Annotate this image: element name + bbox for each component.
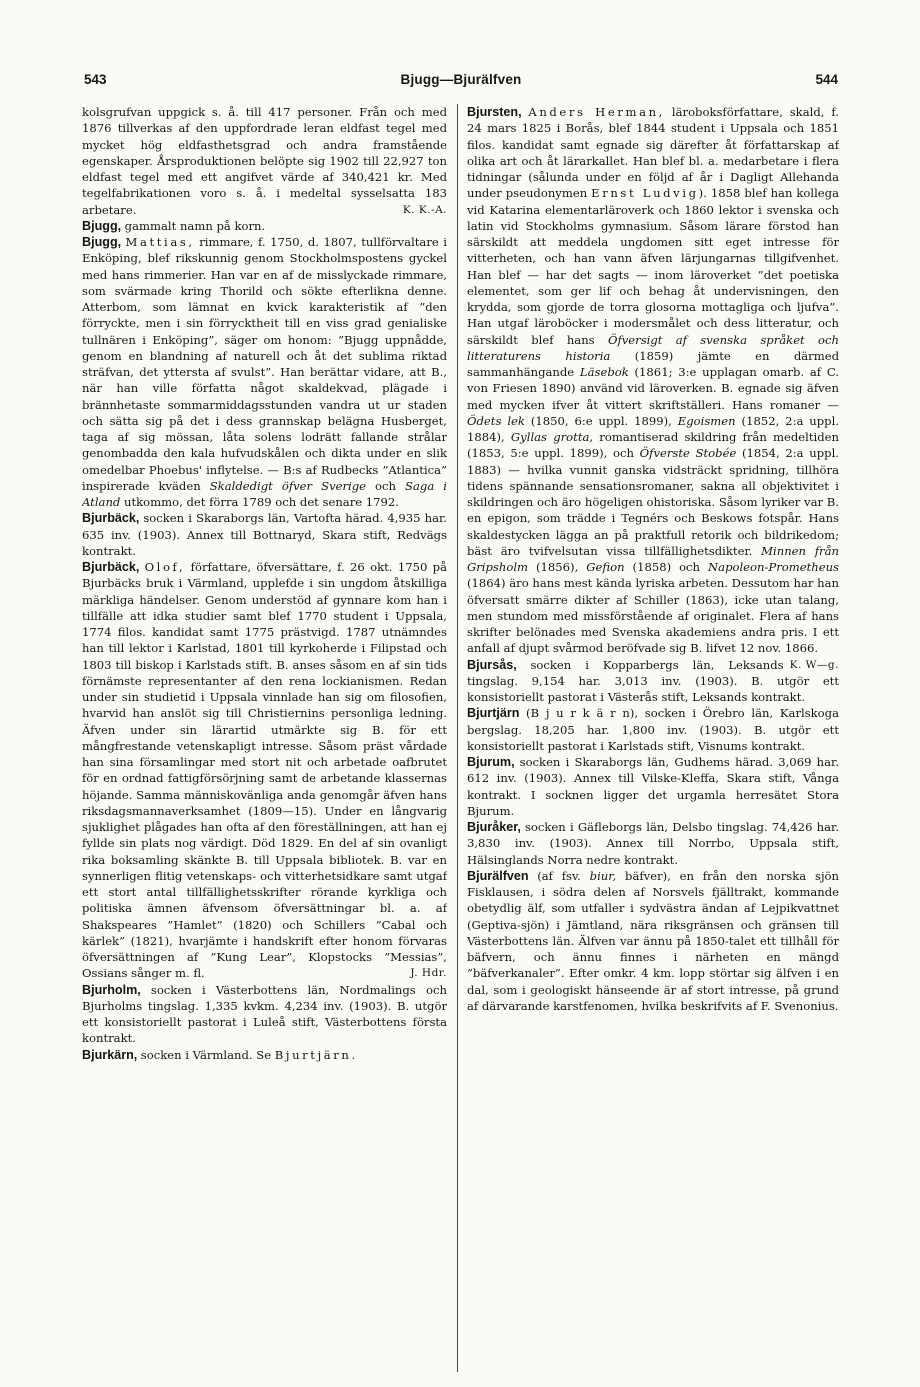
entry-text: ). 1858 blef han kollega vid Katarina elementarläroverk och 1860 lektor i svenska och latin vid Stockholms gymnasium. Såsom lärare förstod han särskildt att meddela ungdomen sitt eget intresse för vitterheten, och han vann äfven lärjungarnas tillgifvenhet. Han blef — har det sagts — inom läroverket ”det poetiska elementet, som ger lif och behag åt undervisningen, den krydda, som gjorde de torra glosorna mottagliga och ljufva”. Han utgaf läroböcker i modersmålet och dess litteratur, och särskildt blef hans xyxy=(467,186,839,347)
entry-text: socken i Värmland. Se xyxy=(140,1047,275,1062)
entry-left-0 xyxy=(82,104,447,218)
entry-text: socken i Skaraborgs län, Gudhems härad. 3,069 har. 612 inv. (1903). Annex till Vilske-Kleffa, Skara stift, Vånga kontrakt. I socknen ligger det urgamla herresätet Stora Bjurum. xyxy=(467,755,839,818)
entry-text: , romantiserad skildring från medeltiden (1853, 5:e uppl. 1899), och xyxy=(467,430,839,461)
entry-text: (1864) äro hans mest kända lyriska arbeten. Dessutom har han öfversatt smärre dikter af Schiller (1863), icke utan talang, men stundom med missförstående af originalet. Flera af hans skrifter belönades med Svenska akademiens andra pris. I ett anfall af djupt svårmod beröfvade sig B. lifvet 12 nov. 1866. xyxy=(467,576,839,656)
headword: Bjurum, xyxy=(467,755,520,769)
spaced-name: Mattias, xyxy=(125,235,195,249)
entry-right-2 xyxy=(467,705,839,754)
headword: Bjursås, xyxy=(467,657,531,672)
entry-text: bäfver), en från den norska sjön Fisklausen, i södra delen af Norsvels fjälltrakt, kommande obetydlig älf, som utfaller i sydvästra ändan af Lejpikvattnet (Geptiva-sjön) i Jämtland, nära riksgränsen och gränsen till Västerbottens län. Älfven var ännu på 1850-talet ett tillhåll för bäfvern, och ännu finnes i närheten en mängd ”bäfverkanaler”. Efter omkr. 4 km. lopp störtar sig älfven i en dal, som i geologiskt hänseende är af stort intresse, på grund af därvarande karstfenomen, hvilka beskrifvits af F. Svenonius. xyxy=(467,868,839,1013)
italic-title: Öfversigt af svenska språket och litteraturens historia xyxy=(467,332,839,363)
entry-left-6 xyxy=(82,1047,447,1063)
italic-title: Läsebok xyxy=(579,365,629,379)
entry-text: (1859) jämte en därmed sammanhängande xyxy=(467,348,839,379)
headword: Bjugg, xyxy=(82,218,125,233)
entry-text: (1858) och xyxy=(624,560,709,574)
entry-text: (af fsv. xyxy=(537,868,590,883)
headword: Bjurholm, xyxy=(82,982,151,997)
entry-right-4 xyxy=(467,819,839,868)
headword: Bjurtjärn xyxy=(467,706,527,721)
italic-title: Skaldedigt öfver Sverige xyxy=(209,478,367,493)
headword: Bjuråker, xyxy=(467,820,525,834)
entry-text: och xyxy=(366,478,406,493)
author-signature: J. Hdr. xyxy=(410,967,447,980)
entry-right-1 xyxy=(467,657,839,706)
entry-text: utkommo, det förra 1789 och det senare 1792. xyxy=(120,495,399,509)
right-page-number: 544 xyxy=(815,72,838,87)
entry-text: socken i Kopparbergs län, Leksands tingslag. 9,154 har. 3,013 inv. (1903). B. utgör ett konsistoriellt pastorat i Västerås stift, Leksands kontrakt. xyxy=(467,657,839,704)
entry-text: författare, öfversättare, f. 26 okt. 1750 på Bjurbäcks bruk i Värmland, upplefde i sin ungdom åtskilliga märkliga händelser. Genom understöd af gynnare kom han i tillfälle att idka studier samt blef 1770 student i Uppsala, 1774 filos. kandidat samt 1775 prästvigd. 1787 utnämndes han till lektor i Karlstad, 1801 till kyrkoherde i Filipstad och 1803 till biskop i Karlstads stift. B. anses såsom en af sin tids förnämste representanter af den rena lockianismen. Redan under sin studietid i Uppsala vinnlade han sig om filosofien, hvarvid han anslöt sig till Christiernins personliga ledning. Äfven under sin lärartid utmärkte sig B. för ett mångfrestande vetenskapligt intresse. Såsom präst vårdade han sina församlingar med stort nit och arbetade oafbrutet för en ordnad fattigförsörjning samt de arbetande klassernas höjande. Samma människovänliga anda genomgår äfven hans riksdagsmannaverksamhet (1809—15). Under en långvarig sjuklighet plågades han ofta af den föreställningen, att han ej fyllde sin plats nog värdigt. Död 1829. En del af sin ovanligt rika boksamling skänkte B. till Uppsala bibliotek. B. var en synnerligen flitig vetenskaps- och vitterhetsidkare samt utgaf ett stort antal tillfällighetsskrifter rörande kyrkliga och politiska ämnen äfvensom öfversättningar bl. a. af Shakspeares ”Hamlet” (1820) och Schillers ”Cabal och kärlek” (1821), hvarjämte i handskrift efter honom förvaras öfversättningen af ”Kung Lear”, Klopstocks ”Messias”, Ossians sånger m. fl. xyxy=(82,560,447,981)
entry-text: (1856), xyxy=(528,560,587,574)
headword: Bjurbäck, xyxy=(82,511,144,526)
italic-title: Napoleon-Prometheus xyxy=(708,560,839,574)
headword: Bjursten, xyxy=(467,105,529,119)
entry-text: rimmare, f. 1750, d. 1807, tullförvaltare i Enköping, blef rikskunnig genom Stockholmspostens gyckel med hans rimmerier. Han var en af de misslyckade rimmare, som svärmade kring Thorild och sökte efterlikna denne. Atterbom, som lämnat en kvick karakteristik af ”den förryckte, men i sin förrycktheit till en viss grad genialiske tullnären i Enköping”, säger om honom: ”Bjugg uppnådde, genom en blandning af naturell och åt det sublima riktad sträfvan, det yttersta af svulst”. Han berättar vidare, att B., när han ville författa något skaldekvad, plägade i brännhetaste sommarmiddagsstunden vandra ut ur staden och sätta sig på det i dess grannskap belägna Husberget, taga af sig mössan, låta solens lodrätt fallande strålar genombadda den kala hufvudskålen och dikta under en slik omedelbar Phoebus' inflytelse. — B:s af Rudbecks ”Atlantica” inspirerade kväden xyxy=(82,235,447,493)
spaced-name: Anders Herman, xyxy=(528,105,665,119)
left-page-number: 543 xyxy=(84,72,107,87)
entry-text: (B j u r k ä r n), socken i Örebro län, Karlskoga bergslag. 18,205 har. 1,800 inv. (1903). B. utgör ett konsistoriellt pastorat i Karlstads stift, Visnums kontrakt. xyxy=(467,706,839,753)
italic-title: Egoismen xyxy=(677,413,736,428)
entry-text: (1850, 6:e uppl. 1899), xyxy=(524,413,678,428)
italic-title: Minnen från Gripsholm xyxy=(467,543,839,574)
italic-title: Gyllas grotta xyxy=(510,430,590,444)
entry-left-4 xyxy=(82,559,447,982)
entry-left-1 xyxy=(82,218,447,234)
spaced-name: Ernst Ludvig xyxy=(591,186,699,201)
entry-right-5 xyxy=(467,868,839,1014)
entry-text: socken i Skaraborgs län, Vartofta härad. 4,935 har. 635 inv. (1903). Annex till Bottnaryd, Skara stift, Redvägs kontrakt. xyxy=(82,511,447,558)
entry-left-2 xyxy=(82,234,447,510)
spaced-name: Bjurtjärn. xyxy=(274,1047,358,1062)
entry-text: (1854, 2:a uppl. 1883) — hvilka vunnit ganska vidsträckt spridning, tillhöra tidens spännande sensationsromaner, sakna all objektivitet i skildringen och äro högeligen ohistoriska. Såsom lyriker var B. en epigon, som trädde i Tegnérs och Beskows fotspår. Hans skaldestycken lägga an på praktfull retorik och bildrikedom; bäst äro tvifvelsutan vissa tillfällighetsdikter. xyxy=(467,446,839,558)
italic-title: Gefion xyxy=(586,560,625,574)
left-column xyxy=(82,104,447,1374)
italic-title: Ödets lek xyxy=(467,413,525,428)
entry-left-5 xyxy=(82,982,447,1047)
author-signature: K. W—g. xyxy=(789,658,839,671)
running-header xyxy=(84,72,838,92)
running-title: Bjugg—Bjurälfven xyxy=(400,72,522,87)
italic-title: Saga i Atland xyxy=(82,478,447,509)
headword: Bjurälfven xyxy=(467,868,538,883)
italic-title: Öfverste Stobée xyxy=(639,446,737,461)
spaced-name: Olof, xyxy=(144,560,186,574)
entry-text: (1852, 2:a uppl. 1884), xyxy=(467,413,839,444)
column-divider xyxy=(457,104,458,1372)
entry-text: kolsgrufvan uppgick s. å. till 417 personer. Från och med 1876 tillverkas af den uppfordrade leran eldfast tegel med mycket hög eldfasthetsgrad och andra framstående egenskaper. Årsproduktionen belöpte sig 1902 till 22,927 ton eldfast tegel med ett angifvet värde af 340,421 kr. Med tegelfabrikationen voro s. å. i medeltal sysselsatta 183 arbetare. xyxy=(82,105,447,217)
entry-text: läroboksförfattare, skald, f. 24 mars 1825 i Borås, blef 1844 student i Uppsala och 1851 filos. kandidat samt egnade sig därefter åt författarskap af olika art och åt lärarkallet. Han blef bl. a. medarbetare i flera tidningar (sålunda under en följd af år i Dagligt Allehanda under pseudonymen xyxy=(467,105,839,201)
headword: Bjurkärn, xyxy=(82,1047,141,1062)
author-signature: K. K.-A. xyxy=(402,203,447,216)
right-column xyxy=(467,104,839,1374)
entry-right-3 xyxy=(467,754,839,819)
headword: Bjurbäck, xyxy=(82,560,145,574)
entry-text: socken i Västerbottens län, Nordmalings och Bjurholms tingslag. 1,335 kvkm. 4,234 inv. (1903). B. utgör ett konsistoriellt pastorat i Luleå stift, Västerbottens första kontrakt. xyxy=(82,982,447,1046)
entry-text: socken i Gäfleborgs län, Delsbo tingslag. 74,426 har. 3,830 inv. (1903). Annex till Norrbo, Uppsala stift, Hälsinglands Norra nedre kontrakt. xyxy=(467,820,839,867)
entry-left-3 xyxy=(82,510,447,559)
entry-text: (1861; 3:e upplagan omarb. af C. von Friesen 1890) använd vid läroverken. B. egnade sig äfven med mycken ifver åt vittert skriftställeri. Hans romaner — xyxy=(467,365,839,412)
entry-text: gammalt namn på korn. xyxy=(124,218,266,233)
headword: Bjugg, xyxy=(82,235,126,249)
italic-title: biur, xyxy=(589,868,617,883)
